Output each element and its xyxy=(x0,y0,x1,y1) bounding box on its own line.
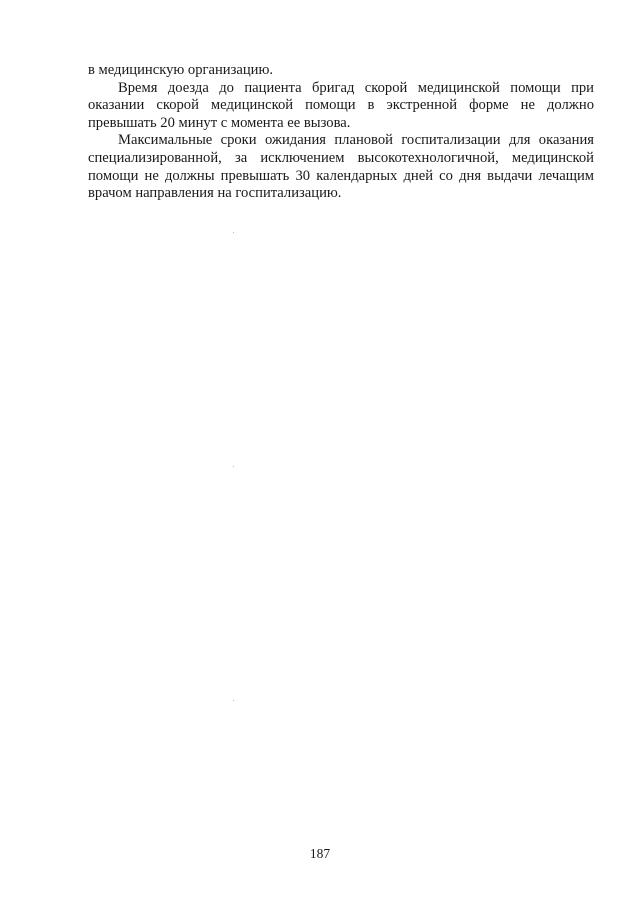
paragraph-planned-hospitalization-wait: Максимальные сроки ожидания плановой госпитализации для оказания специализированной, за исключением высокотехнологичной, медицинской помощи не должны превышать 30 календарных дней со дня выдачи лечащим врачом направления на госпитализацию. xyxy=(88,132,594,202)
body-text xyxy=(88,62,594,203)
scan-speck xyxy=(233,232,234,233)
scan-speck xyxy=(233,700,234,701)
page-number: 187 xyxy=(309,846,331,861)
paragraph-continuation: в медицинскую организацию. xyxy=(88,62,274,78)
paragraph-ambulance-arrival-time: Время доезда до пациента бригад скорой медицинской помощи при оказании скорой медицинской помощи в экстренной форме не должно превышать 20 минут с момента ее вызова. xyxy=(88,79,594,131)
scan-speck xyxy=(233,466,234,467)
